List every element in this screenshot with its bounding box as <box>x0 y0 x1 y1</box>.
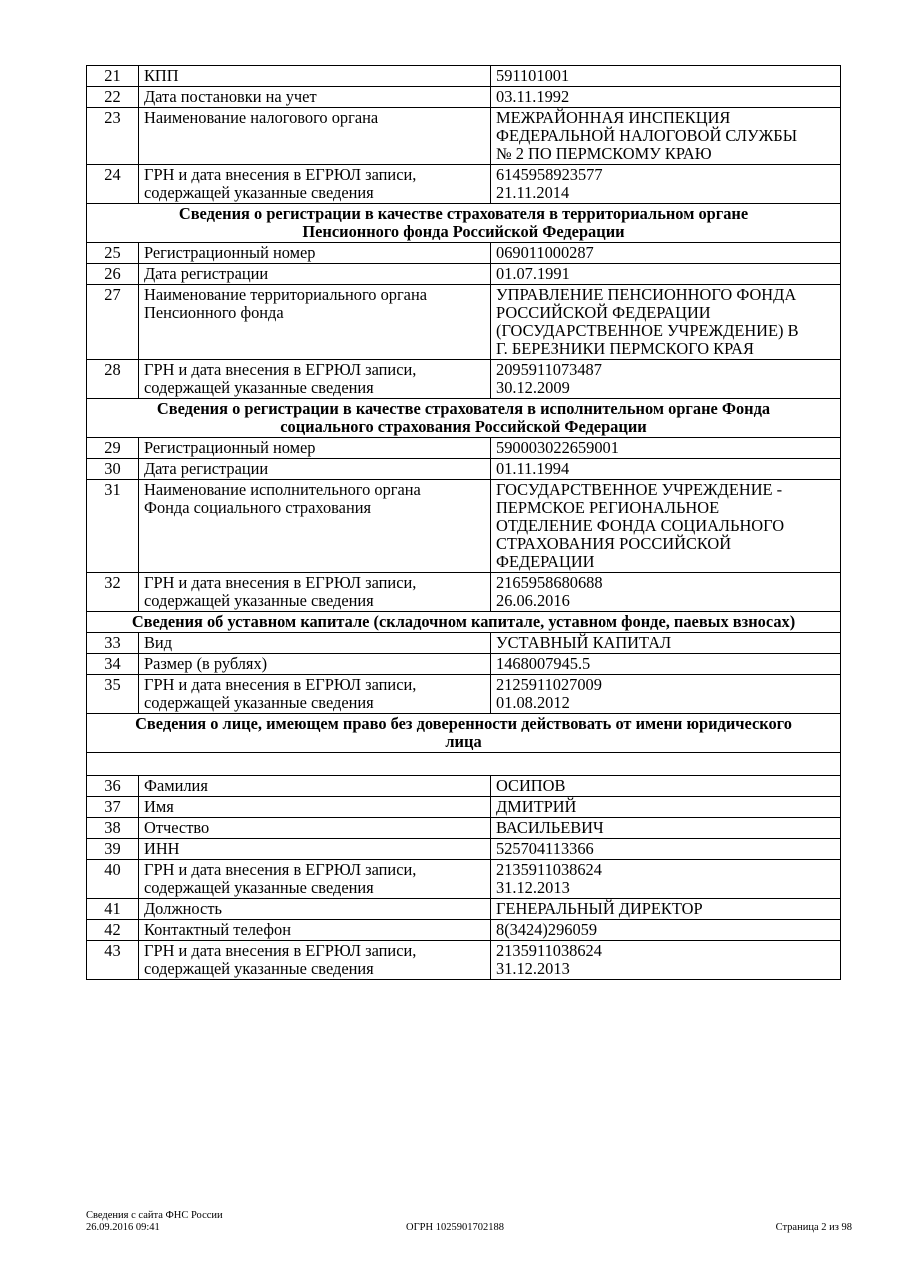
row-number: 28 <box>87 360 139 399</box>
row-number: 22 <box>87 87 139 108</box>
row-label: ГРН и дата внесения в ЕГРЮЛ записи, содержащей указанные сведения <box>139 360 491 399</box>
row-value: 01.11.1994 <box>491 459 841 480</box>
row-label: Дата постановки на учет <box>139 87 491 108</box>
table-body <box>87 66 841 980</box>
row-label: ГРН и дата внесения в ЕГРЮЛ записи, содержащей указанные сведения <box>139 675 491 714</box>
table-row <box>87 438 841 459</box>
row-value: 591101001 <box>491 66 841 87</box>
section-header-row <box>87 612 841 633</box>
row-value: 2095911073487 30.12.2009 <box>491 360 841 399</box>
row-number: 32 <box>87 573 139 612</box>
section-title: Сведения о регистрации в качестве страхователя в территориальном органе Пенсионного фонда Российской Федерации <box>87 204 841 243</box>
row-number: 24 <box>87 165 139 204</box>
row-value: 2135911038624 31.12.2013 <box>491 860 841 899</box>
row-value: 2165958680688 26.06.2016 <box>491 573 841 612</box>
row-label: Должность <box>139 899 491 920</box>
row-number: 41 <box>87 899 139 920</box>
table-row <box>87 860 841 899</box>
row-label: Дата регистрации <box>139 459 491 480</box>
table-row <box>87 285 841 360</box>
section-header-row <box>87 204 841 243</box>
section-title: Сведения о регистрации в качестве страхователя в исполнительном органе Фонда социального страхования Российской Федерации <box>87 399 841 438</box>
row-value: ГОСУДАРСТВЕННОЕ УЧРЕЖДЕНИЕ - ПЕРМСКОЕ РЕГИОНАЛЬНОЕ ОТДЕЛЕНИЕ ФОНДА СОЦИАЛЬНОГО СТРАХОВАНИЯ РОССИЙСКОЙ ФЕДЕРАЦИИ <box>491 480 841 573</box>
footer-source: Сведения с сайта ФНС России <box>86 1210 223 1221</box>
row-value: 2125911027009 01.08.2012 <box>491 675 841 714</box>
table-row <box>87 839 841 860</box>
table-row <box>87 654 841 675</box>
row-number: 38 <box>87 818 139 839</box>
section-title: Сведения об уставном капитале (складочном капитале, уставном фонде, паевых взносах) <box>87 612 841 633</box>
row-number: 29 <box>87 438 139 459</box>
row-label: Фамилия <box>139 776 491 797</box>
row-number: 43 <box>87 941 139 980</box>
table-row <box>87 360 841 399</box>
row-number: 27 <box>87 285 139 360</box>
row-value: 8(3424)296059 <box>491 920 841 941</box>
row-value: ГЕНЕРАЛЬНЫЙ ДИРЕКТОР <box>491 899 841 920</box>
footer-ogrn: ОГРН 1025901702188 <box>406 1222 504 1233</box>
table-row <box>87 480 841 573</box>
section-header-row <box>87 399 841 438</box>
row-label: Регистрационный номер <box>139 438 491 459</box>
row-value: 2135911038624 31.12.2013 <box>491 941 841 980</box>
row-label: КПП <box>139 66 491 87</box>
row-label: Дата регистрации <box>139 264 491 285</box>
table-row <box>87 243 841 264</box>
row-label: Наименование исполнительного органа Фонда социального страхования <box>139 480 491 573</box>
row-label: Наименование территориального органа Пенсионного фонда <box>139 285 491 360</box>
row-number: 23 <box>87 108 139 165</box>
row-number: 33 <box>87 633 139 654</box>
row-value: ДМИТРИЙ <box>491 797 841 818</box>
footer-page-number: Страница 2 из 98 <box>775 1222 852 1233</box>
row-number: 25 <box>87 243 139 264</box>
row-label: Наименование налогового органа <box>139 108 491 165</box>
row-label: Контактный телефон <box>139 920 491 941</box>
row-label: Размер (в рублях) <box>139 654 491 675</box>
table-row <box>87 776 841 797</box>
row-value: ОСИПОВ <box>491 776 841 797</box>
footer-source-block <box>86 1210 223 1234</box>
row-label: Регистрационный номер <box>139 243 491 264</box>
table-row <box>87 66 841 87</box>
table-row <box>87 87 841 108</box>
row-label: Отчество <box>139 818 491 839</box>
row-number: 42 <box>87 920 139 941</box>
row-value: 01.07.1991 <box>491 264 841 285</box>
row-value: 525704113366 <box>491 839 841 860</box>
row-number: 21 <box>87 66 139 87</box>
row-number: 36 <box>87 776 139 797</box>
row-number: 35 <box>87 675 139 714</box>
row-label: ГРН и дата внесения в ЕГРЮЛ записи, содержащей указанные сведения <box>139 941 491 980</box>
table-row <box>87 941 841 980</box>
section-header-row <box>87 714 841 753</box>
row-value: УСТАВНЫЙ КАПИТАЛ <box>491 633 841 654</box>
row-value: 069011000287 <box>491 243 841 264</box>
table-row <box>87 675 841 714</box>
table-row <box>87 920 841 941</box>
table-row <box>87 633 841 654</box>
row-number: 37 <box>87 797 139 818</box>
row-value: МЕЖРАЙОННАЯ ИНСПЕКЦИЯ ФЕДЕРАЛЬНОЙ НАЛОГОВОЙ СЛУЖБЫ № 2 ПО ПЕРМСКОМУ КРАЮ <box>491 108 841 165</box>
table-row <box>87 818 841 839</box>
row-value: 1468007945.5 <box>491 654 841 675</box>
table-row <box>87 264 841 285</box>
row-value: 6145958923577 21.11.2014 <box>491 165 841 204</box>
row-number: 26 <box>87 264 139 285</box>
row-label: ИНН <box>139 839 491 860</box>
table-row <box>87 459 841 480</box>
row-number: 31 <box>87 480 139 573</box>
row-label: Вид <box>139 633 491 654</box>
table-row <box>87 899 841 920</box>
row-number: 39 <box>87 839 139 860</box>
blank-cell <box>87 753 841 776</box>
table-row <box>87 573 841 612</box>
row-label: ГРН и дата внесения в ЕГРЮЛ записи, содержащей указанные сведения <box>139 165 491 204</box>
egrul-table <box>86 65 841 980</box>
row-label: ГРН и дата внесения в ЕГРЮЛ записи, содержащей указанные сведения <box>139 860 491 899</box>
table-row <box>87 165 841 204</box>
row-number: 30 <box>87 459 139 480</box>
row-number: 34 <box>87 654 139 675</box>
row-number: 40 <box>87 860 139 899</box>
row-value: УПРАВЛЕНИЕ ПЕНСИОННОГО ФОНДА РОССИЙСКОЙ ФЕДЕРАЦИИ (ГОСУДАРСТВЕННОЕ УЧРЕЖДЕНИЕ) В Г. БЕРЕЗНИКИ ПЕРМСКОГО КРАЯ <box>491 285 841 360</box>
table-row <box>87 108 841 165</box>
table-row <box>87 797 841 818</box>
footer-datetime: 26.09.2016 09:41 <box>86 1222 160 1233</box>
blank-row <box>87 753 841 776</box>
row-label: Имя <box>139 797 491 818</box>
section-title: Сведения о лице, имеющем право без доверенности действовать от имени юридического лица <box>87 714 841 753</box>
row-value: 590003022659001 <box>491 438 841 459</box>
row-value: 03.11.1992 <box>491 87 841 108</box>
row-label: ГРН и дата внесения в ЕГРЮЛ записи, содержащей указанные сведения <box>139 573 491 612</box>
row-value: ВАСИЛЬЕВИЧ <box>491 818 841 839</box>
